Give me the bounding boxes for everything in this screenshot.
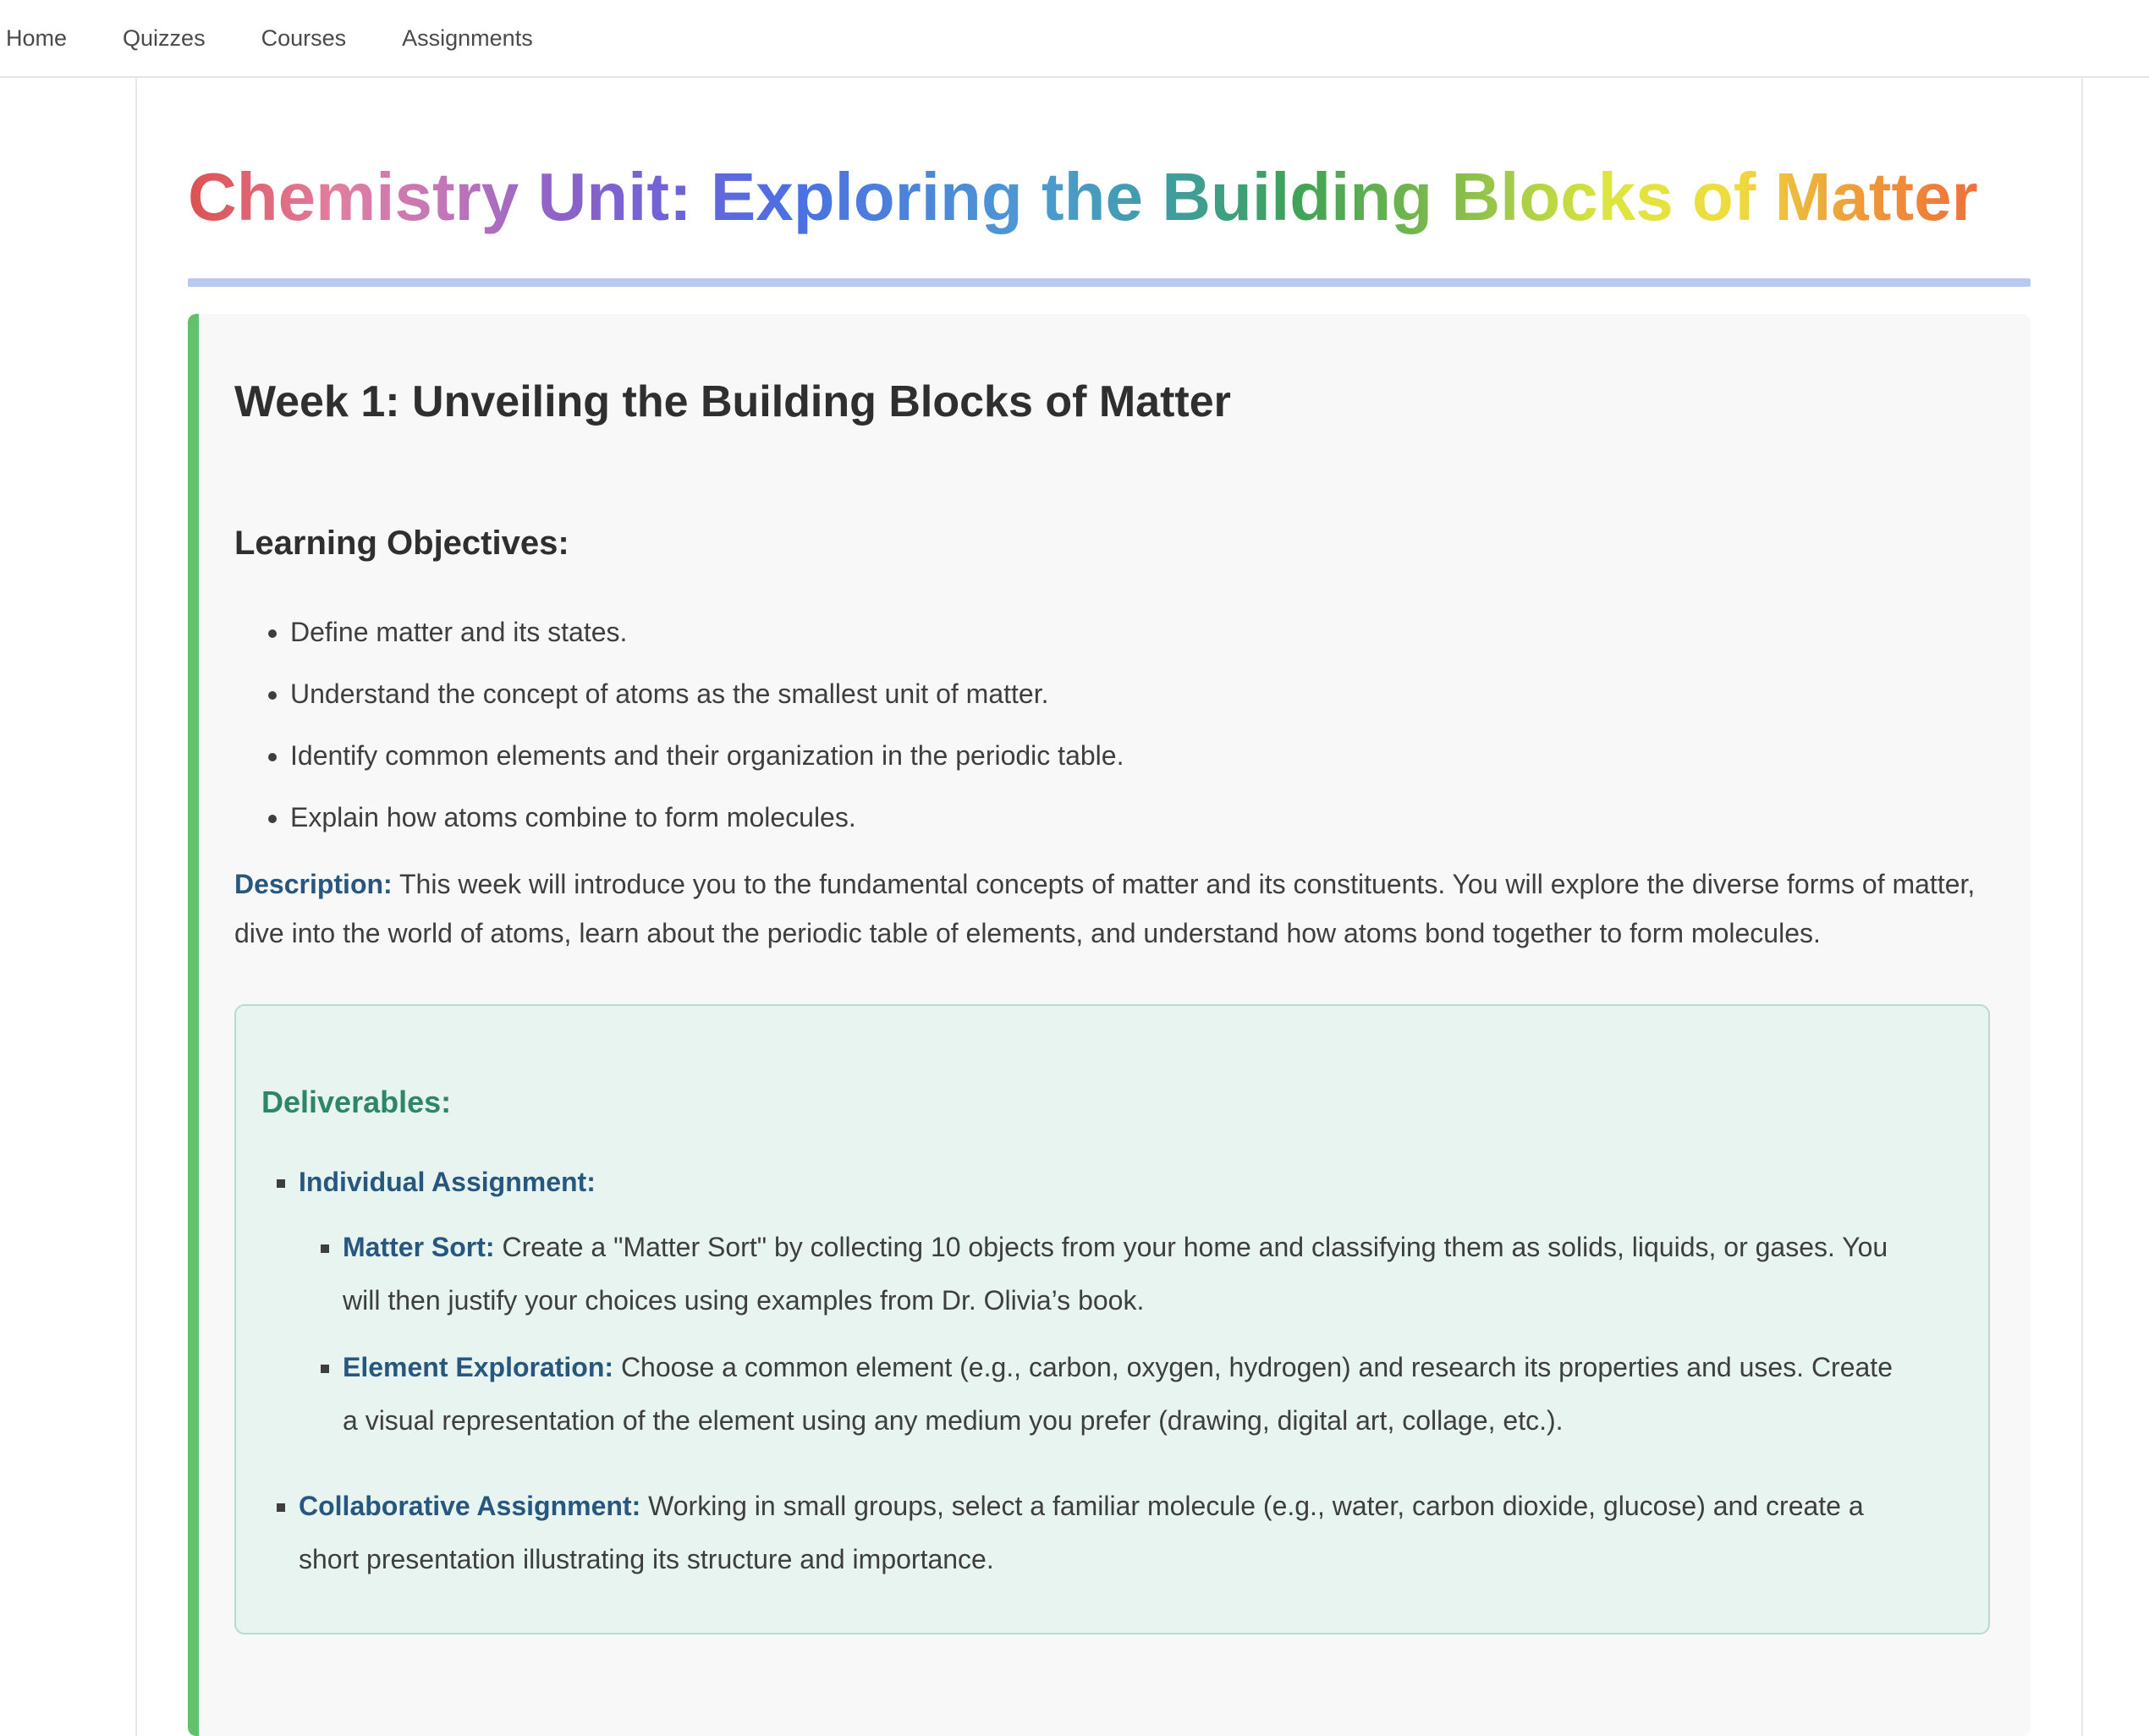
top-navbar (0, 0, 2149, 78)
objective-item: • Understand the concept of atoms as the smallest unit of matter. (290, 674, 1990, 713)
nav-item-quizzes[interactable]: Quizzes (123, 25, 206, 51)
deliverable-individual (299, 1156, 1912, 1448)
deliverable-matter-sort (343, 1221, 1912, 1327)
page-title: Chemistry Unit: Exploring the Building Blocks of Matter (188, 158, 2031, 236)
deliverable-text: Create a "Matter Sort" by collecting 10 objects from your home and classifying them as solids, liquids, or gases. You will then justify your choices using examples from Dr. Olivia’s book. (343, 1231, 1888, 1316)
week-heading: Week 1: Unveiling the Building Blocks of Matter (234, 377, 1231, 426)
deliverable-element-exploration (343, 1341, 1912, 1448)
nav-item-home[interactable]: Home (6, 25, 68, 51)
title-underline (188, 278, 2031, 287)
learning-objectives-heading: Learning Objectives: (234, 524, 569, 562)
week-description (234, 860, 1990, 958)
deliverable-label: Individual Assignment: (299, 1166, 596, 1197)
description-label: Description: (234, 868, 393, 899)
individual-assignment-sublist (299, 1221, 1912, 1448)
deliverable-collaborative (299, 1480, 1912, 1586)
deliverable-label: Matter Sort: (343, 1231, 495, 1262)
week-1-card (188, 314, 2031, 1736)
deliverable-label: Element Exploration: (343, 1351, 614, 1382)
deliverables-list (261, 1156, 1912, 1586)
objective-item: • Define matter and its states. (290, 613, 1990, 651)
objective-item: • Explain how atoms combine to form molecules. (290, 798, 1990, 837)
deliverable-label: Collaborative Assignment: (299, 1490, 641, 1521)
content-panel (135, 78, 2083, 1736)
objective-item: • Identify common elements and their organization in the periodic table. (290, 736, 1990, 775)
nav-item-assignments[interactable]: Assignments (402, 25, 533, 51)
deliverables-box (234, 1004, 1990, 1634)
nav-item-courses[interactable]: Courses (261, 25, 347, 51)
learning-objectives-list (234, 613, 1990, 837)
deliverable-text: Working in small groups, select a familiar molecule (e.g., water, carbon dioxide, glucose) and create a short presentation illustrating its structure and importance. (299, 1490, 1864, 1574)
deliverable-text: Choose a common element (e.g., carbon, oxygen, hydrogen) and research its properties and uses. Create a visual representation of the element using any medium you prefer (drawing, digital art, collage, etc.). (343, 1351, 1893, 1436)
deliverables-heading: Deliverables: (261, 1084, 452, 1119)
description-text: This week will introduce you to the fundamental concepts of matter and its constituents. You will explore the diverse forms of matter, dive into the world of atoms, learn about the periodic table of elements, and understand how atoms bond together to form molecules. (234, 868, 1976, 948)
